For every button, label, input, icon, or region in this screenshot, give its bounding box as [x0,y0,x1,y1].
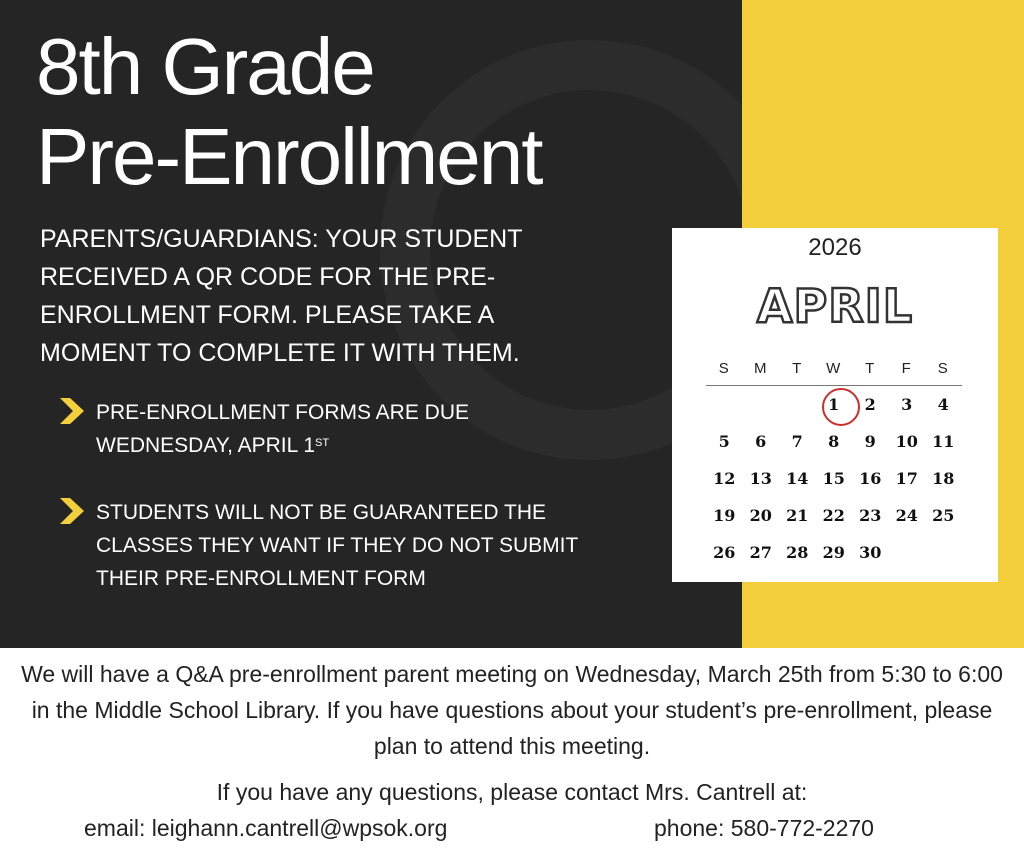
calendar-day: 28 [786,543,809,562]
calendar-day: 23 [859,506,882,525]
intro-text: PARENTS/GUARDIANS: YOUR STUDENT RECEIVED A QR CODE FOR THE PRE-ENROLLMENT FORM. PLEASE TAKE A MOMENT TO COMPLETE IT WITH THEM. [40,225,523,367]
contact-intro: If you have any questions, please contact Mrs. Cantrell at: [216,779,808,805]
ordinal-suffix: ST [315,437,330,449]
title-line-2: Pre-Enrollment [36,112,542,201]
calendar-day: 10 [895,432,918,451]
calendar-day: 19 [713,506,736,525]
title-line-1: 8th Grade [36,22,374,111]
weekday-label: M [754,360,768,377]
calendar-day: 20 [749,506,772,525]
calendar-day: 4 [937,395,949,414]
contact-phone[interactable]: phone: 580-772-2270 [654,815,874,841]
calendar-day: 11 [932,432,955,451]
calendar-day: 9 [864,432,876,451]
bullet-text [96,396,636,462]
meeting-notice: We will have a Q&A pre-enrollment parent meeting on Wednesday, March 25th from 5:30 to 6:00 in the Middle School Library. If you have questions about your student’s pre-enrollment, please plan to attend this meeting. [21,661,1003,759]
weekday-label: W [826,360,842,377]
calendar-month-label: APRIL [756,279,914,333]
calendar-day: 18 [932,469,955,488]
bullet-due-date [56,396,636,462]
contact-details [0,810,1024,846]
chevron-right-icon [56,496,86,526]
calendar-day: 6 [755,432,767,451]
calendar-day: 13 [749,469,772,488]
calendar-blank [743,390,780,427]
calendar-day: 21 [786,506,809,525]
calendar-days [706,390,962,575]
calendar-day: 2 [864,395,876,414]
april-calendar [672,228,998,582]
weekday-label: T [792,360,803,377]
chevron-right-icon [56,396,86,426]
calendar-day: 5 [718,432,730,451]
calendar-day: 30 [859,543,882,562]
calendar-day: 16 [859,469,882,488]
calendar-day: 7 [791,432,803,451]
calendar-day: 25 [932,506,955,525]
calendar-day: 3 [901,395,913,414]
bullet-guarantee [56,496,636,595]
info-section [0,648,1024,858]
weekday-label: F [901,360,912,377]
calendar-month [672,272,998,336]
calendar-day: 27 [749,543,772,562]
calendar-day: 14 [786,469,809,488]
bullet-line-1: PRE-ENROLLMENT FORMS ARE DUE [96,401,470,424]
calendar-day: 8 [828,432,840,451]
weekday-header [706,360,962,377]
calendar-day-circled: 1 [816,390,853,427]
calendar-blank [779,390,816,427]
calendar-day: 12 [713,469,736,488]
bullet-line-2: WEDNESDAY, APRIL 1 [96,434,316,457]
calendar-day: 26 [713,543,736,562]
weekday-label: S [937,360,949,377]
calendar-day: 17 [895,469,918,488]
weekday-label: S [718,360,730,377]
calendar-day: 29 [822,543,845,562]
page-title [36,22,542,202]
calendar-divider [706,385,962,386]
weekday-label: T [865,360,876,377]
contact-email[interactable]: email: leighann.cantrell@wpsok.org [84,815,448,841]
calendar-year: 2026 [808,234,862,261]
calendar-day: 15 [822,469,845,488]
calendar-day: 22 [822,506,845,525]
calendar-blank [706,390,743,427]
bullet-text: STUDENTS WILL NOT BE GUARANTEED THE CLASSES THEY WANT IF THEY DO NOT SUBMIT THEIR PRE-ENROLLMENT FORM [96,501,578,590]
calendar-day: 24 [895,506,918,525]
